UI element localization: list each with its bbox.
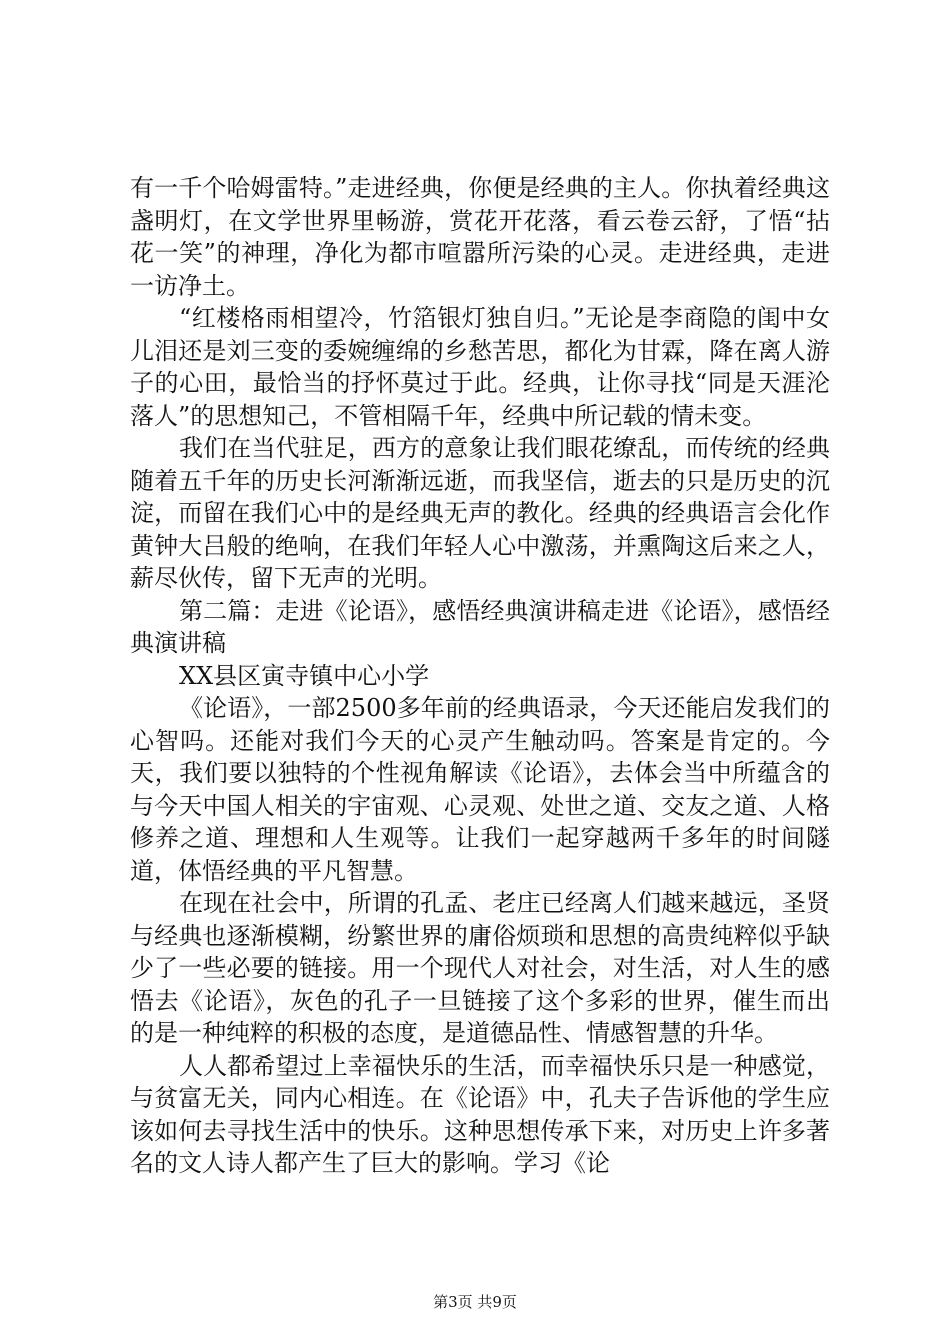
document-body — [130, 172, 830, 1180]
paragraph-continuation: 有一千个哈姆雷特。”走进经典，你便是经典的主人。你执着经典这盏明灯，在文学世界里畅游，赏花开花落，看云卷云舒，了悟“拈花一笑”的神理，净化为都市喧嚣所污染的心灵。走进经典，走进一访净土。 — [130, 174, 830, 300]
paragraph-lunyu-intro: 《论语》，一部2500多年前的经典语录，今天还能启发我们的心智吗。还能对我们今天的心灵产生触动吗。答案是肯定的。今天，我们要以独特的个性视角解读《论语》，去体会当中所蕴含的与今天中国人相关的宇宙观、心灵观、处世之道、交友之道、人格修养之道、理想和人生观等。让我们一起穿越两千多年的时间隧道，体悟经典的平凡智慧。 — [130, 694, 830, 885]
paragraph-xingfu-kuaile: 人人都希望过上幸福快乐的生活，而幸福快乐只是一种感觉，与贫富无关，同内心相连。在《论语》中，孔夫子告诉他的学生应该如何去寻找生活中的快乐。这种思想传承下来，对历史上许多著名的文人诗人都产生了巨大的影响。学习《论 — [130, 1051, 830, 1177]
section-heading: 第二篇：走进《论语》，感悟经典演讲稿走进《论语》，感悟经典演讲稿 — [130, 596, 830, 657]
paragraph-dangdai: 我们在当代驻足，西方的意象让我们眼花缭乱，而传统的经典随着五千年的历史长河渐渐远逝，而我坚信，逝去的只是历史的沉淀，而留在我们心中的是经典无声的教化。经典的经典语言会化作黄钟大吕般的绝响，在我们年轻人心中激荡，并熏陶这后来之人，薪尽伙传，留下无声的光明。 — [130, 434, 830, 592]
page-number-footer: 第3页 共9页 — [433, 1293, 517, 1311]
paragraph-hongloumeng: “红楼格雨相望冷，竹箔银灯独自归。”无论是李商隐的闺中女儿泪还是刘三变的委婉缠绵的乡愁苦思，都化为甘霖，降在离人游子的心田，最恰当的抒怀莫过于此。经典，让你寻找“同是天涯沦落人”的思想知己，不管相隔千年，经典中所记载的情未变。 — [130, 304, 830, 430]
paragraph-xianzai-shehui: 在现在社会中，所谓的孔孟、老庄已经离人们越来越远，圣贤与经典也逐渐模糊，纷繁世界的庸俗烦琐和思想的高贵纯粹似乎缺少了一些必要的链接。用一个现代人对社会，对生活，对人生的感悟去《论语》，灰色的孔子一旦链接了这个多彩的世界，催生而出的是一种纯粹的积极的态度，是道德品性、情感智慧的升华。 — [130, 889, 830, 1047]
author-line: XX县区寅寺镇中心小学 — [179, 661, 430, 690]
